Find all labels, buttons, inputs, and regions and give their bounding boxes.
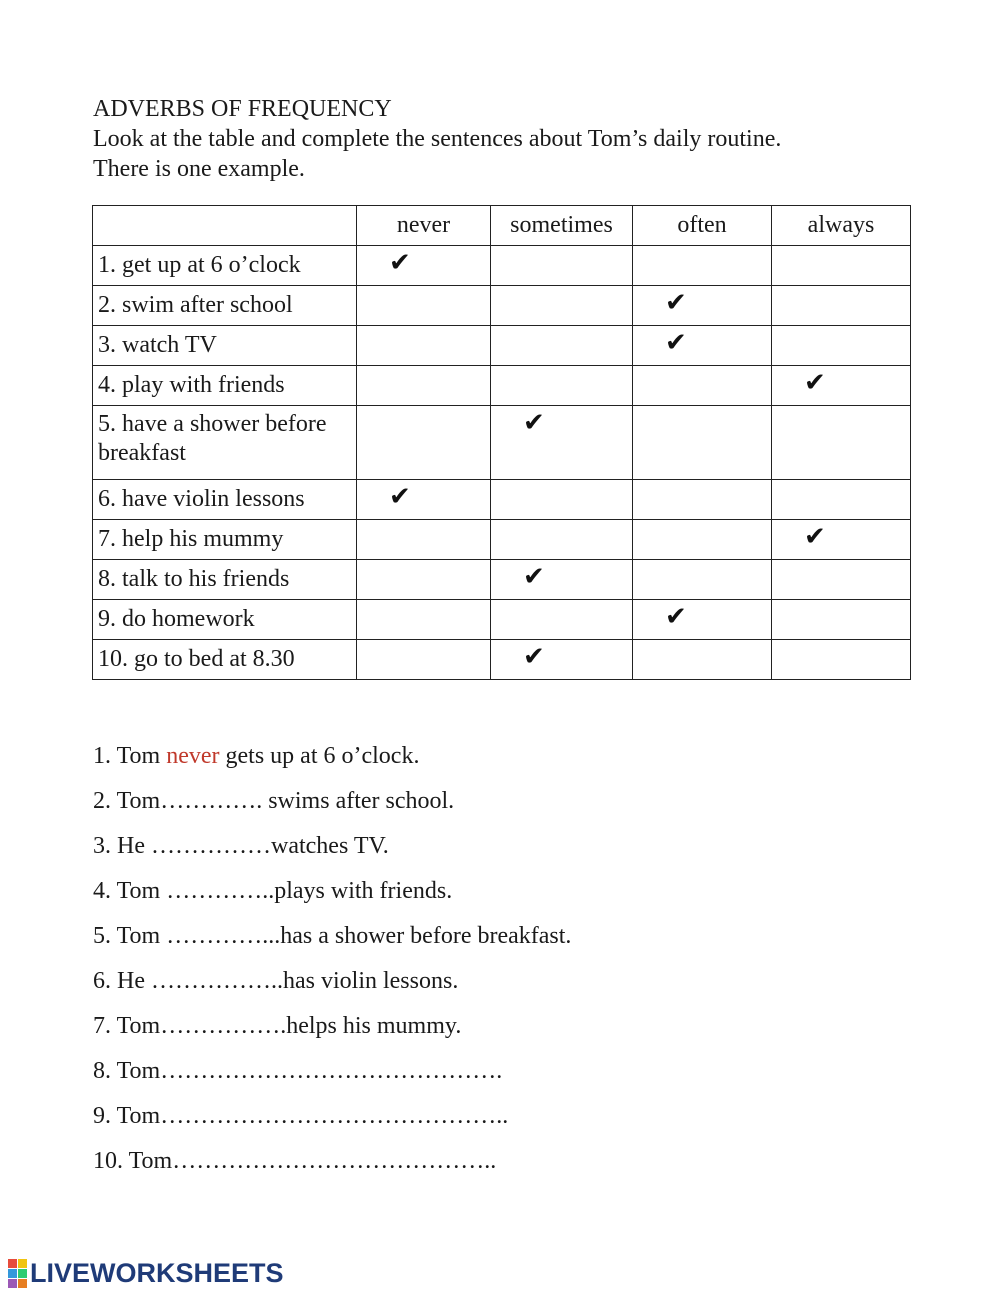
activity-cell: 10. go to bed at 8.30	[93, 640, 357, 680]
checkmark-icon: ✔	[665, 328, 687, 358]
fill-in-sentence: 9. Tom……………………………………..	[93, 1103, 509, 1129]
logo-square	[8, 1259, 17, 1268]
fill-in-sentence: 8. Tom…………………………………….	[93, 1058, 503, 1084]
table-row	[93, 286, 911, 326]
checkmark-icon: ✔	[804, 522, 826, 552]
logo-square	[8, 1269, 17, 1278]
table-header-row	[93, 206, 911, 246]
activity-cell: 1. get up at 6 o’clock	[93, 246, 357, 286]
frequency-cell-never	[357, 600, 491, 640]
frequency-cell-often	[633, 326, 772, 366]
frequency-cell-always	[772, 600, 911, 640]
column-header-sometimes: sometimes	[491, 206, 633, 246]
fill-in-sentence: 3. He ……………watches TV.	[93, 833, 389, 859]
logo-square	[18, 1279, 27, 1288]
table-row	[93, 366, 911, 406]
table-row	[93, 326, 911, 366]
liveworksheets-logo	[8, 1258, 284, 1288]
activity-cell: 3. watch TV	[93, 326, 357, 366]
frequency-cell-sometimes	[491, 366, 633, 406]
activity-cell: 4. play with friends	[93, 366, 357, 406]
frequency-cell-never	[357, 480, 491, 520]
frequency-cell-sometimes	[491, 480, 633, 520]
activity-cell: 2. swim after school	[93, 286, 357, 326]
instruction-line-1: Look at the table and complete the sentences about Tom’s daily routine.	[93, 126, 782, 152]
checkmark-icon: ✔	[804, 368, 826, 398]
checkmark-icon: ✔	[523, 642, 545, 672]
frequency-cell-always	[772, 246, 911, 286]
example-answer: never	[166, 743, 220, 769]
worksheet-title: ADVERBS OF FREQUENCY	[93, 96, 392, 122]
frequency-cell-always	[772, 286, 911, 326]
activity-cell: 7. help his mummy	[93, 520, 357, 560]
activity-cell: 6. have violin lessons	[93, 480, 357, 520]
logo-square	[8, 1279, 17, 1288]
checkmark-icon: ✔	[665, 602, 687, 632]
table-header-empty-cell	[93, 206, 357, 246]
frequency-cell-always	[772, 520, 911, 560]
frequency-cell-sometimes	[491, 560, 633, 600]
frequency-cell-always	[772, 406, 911, 480]
table-row	[93, 406, 911, 480]
activity-cell: 5. have a shower before breakfast	[93, 406, 357, 480]
logo-text: LIVEWORKSHEETS	[30, 1257, 284, 1288]
checkmark-icon: ✔	[523, 408, 545, 438]
fill-in-sentence: 10. Tom…………………………………..	[93, 1148, 497, 1174]
frequency-cell-sometimes	[491, 326, 633, 366]
frequency-cell-never	[357, 326, 491, 366]
logo-square	[18, 1269, 27, 1278]
checkmark-icon: ✔	[665, 288, 687, 318]
frequency-cell-sometimes	[491, 286, 633, 326]
checkmark-icon: ✔	[523, 562, 545, 592]
frequency-cell-never	[357, 246, 491, 286]
frequency-cell-often	[633, 286, 772, 326]
frequency-cell-often	[633, 366, 772, 406]
column-header-never: never	[357, 206, 491, 246]
fill-in-sentence: 4. Tom …………..plays with friends.	[93, 878, 453, 904]
frequency-cell-always	[772, 326, 911, 366]
frequency-cell-sometimes	[491, 246, 633, 286]
frequency-cell-always	[772, 366, 911, 406]
frequency-cell-sometimes	[491, 406, 633, 480]
table-row	[93, 560, 911, 600]
table-row	[93, 246, 911, 286]
worksheet-header	[93, 94, 781, 184]
frequency-cell-often	[633, 480, 772, 520]
example-sentence	[93, 740, 571, 785]
frequency-cell-sometimes	[491, 640, 633, 680]
fill-in-sentence: 5. Tom …………...has a shower before breakfast.	[93, 923, 572, 949]
frequency-cell-often	[633, 600, 772, 640]
fill-in-sentence: 2. Tom…………. swims after school.	[93, 788, 455, 814]
frequency-cell-never	[357, 560, 491, 600]
frequency-cell-often	[633, 520, 772, 560]
table-row	[93, 480, 911, 520]
frequency-cell-often	[633, 640, 772, 680]
frequency-cell-never	[357, 366, 491, 406]
frequency-cell-always	[772, 640, 911, 680]
frequency-cell-often	[633, 406, 772, 480]
activity-cell: 8. talk to his friends	[93, 560, 357, 600]
frequency-cell-sometimes	[491, 600, 633, 640]
fill-in-sentence: 6. He ……………..has violin lessons.	[93, 968, 459, 994]
table-row	[93, 520, 911, 560]
table-row	[93, 640, 911, 680]
column-header-always: always	[772, 206, 911, 246]
table-row	[93, 600, 911, 640]
sentence-list	[93, 740, 571, 1190]
instruction-line-2: There is one example.	[93, 156, 305, 182]
activity-cell: 9. do homework	[93, 600, 357, 640]
example-sentence-start: 1. Tom	[93, 743, 167, 769]
frequency-cell-never	[357, 640, 491, 680]
frequency-cell-sometimes	[491, 520, 633, 560]
frequency-cell-never	[357, 520, 491, 560]
frequency-cell-never	[357, 286, 491, 326]
frequency-cell-always	[772, 560, 911, 600]
logo-square	[18, 1259, 27, 1268]
column-header-often: often	[633, 206, 772, 246]
checkmark-icon: ✔	[389, 482, 411, 512]
frequency-cell-never	[357, 406, 491, 480]
frequency-table	[92, 205, 911, 680]
frequency-cell-often	[633, 560, 772, 600]
fill-in-sentence: 7. Tom…………….helps his mummy.	[93, 1013, 462, 1039]
frequency-cell-always	[772, 480, 911, 520]
example-sentence-end: gets up at 6 o’clock.	[219, 743, 420, 769]
frequency-cell-often	[633, 246, 772, 286]
checkmark-icon: ✔	[389, 248, 411, 278]
logo-icon	[8, 1259, 27, 1288]
